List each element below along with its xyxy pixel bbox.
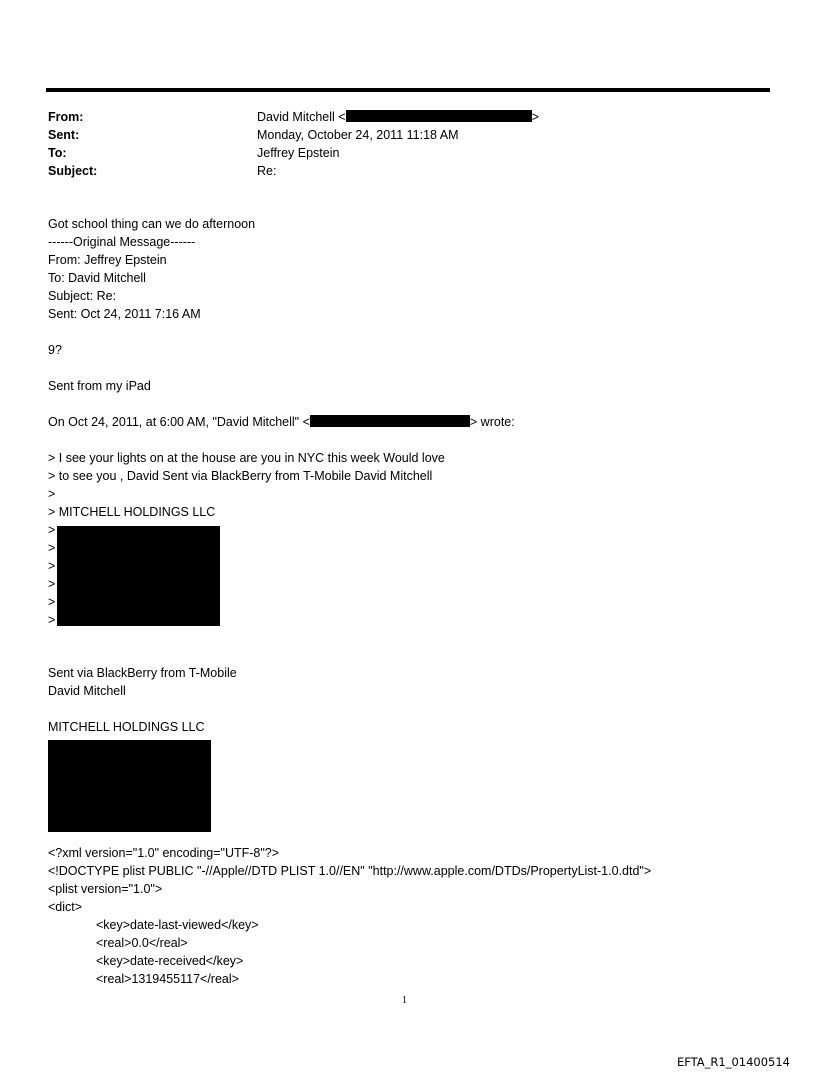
attribution-prefix: On Oct 24, 2011, at 6:00 AM, "David Mitchell" < [48,415,310,429]
nine-question: 9? [48,343,62,357]
plist-key-received: <key>date-received</key> [96,954,244,968]
original-subject: Subject: Re: [48,289,117,303]
quote-line-2: > to see you , David Sent via BlackBerry from T-Mobile David Mitchell [48,469,433,483]
quote-marker: > [48,613,56,627]
plist-doctype: <!DOCTYPE plist PUBLIC "-//Apple//DTD PLIST 1.0//EN" "http://www.apple.com/DTDs/PropertyList-1.0.dtd"> [48,864,652,878]
quote-marker: > [48,523,56,537]
redaction-block [57,526,220,626]
from-close: > [531,110,539,124]
subject-label: Subject: [48,164,98,178]
quote-line-1: > I see your lights on at the house are you in NYC this week Would love [48,451,445,465]
from-value [257,108,539,126]
to-value: Jeffrey Epstein [257,146,340,160]
plist-key-last-viewed: <key>date-last-viewed</key> [96,918,259,932]
sent-label: Sent: [48,128,80,142]
sent-from-ipad: Sent from my iPad [48,379,151,393]
redaction-block [310,415,470,427]
subject-value: Re: [257,164,277,178]
bates-number: EFTA_R1_01400514 [676,1055,790,1069]
original-to: To: David Mitchell [48,271,146,285]
attribution-suffix: > wrote: [469,415,515,429]
from-name: David Mitchell < [257,110,346,124]
page-number: 1 [402,995,407,1006]
redaction-block [346,110,532,122]
from-label: From: [48,110,84,124]
signature-name: David Mitchell [48,684,126,698]
original-from: From: Jeffrey Epstein [48,253,167,267]
quote-line-3: > [48,487,56,501]
blackberry-signature: Sent via BlackBerry from T-Mobile [48,666,237,680]
original-sent: Sent: Oct 24, 2011 7:16 AM [48,307,201,321]
signature-company: MITCHELL HOLDINGS LLC [48,720,205,734]
plist-open-tag: <plist version="1.0"> [48,882,163,896]
plist-real-last-viewed: <real>0.0</real> [96,936,188,950]
plist-dict-tag: <dict> [48,900,83,914]
original-message-divider: ------Original Message------ [48,235,196,249]
header-rule [46,88,770,92]
quote-marker: > [48,595,56,609]
plist-xml-declaration: <?xml version="1.0" encoding="UTF-8"?> [48,846,280,860]
redaction-block [48,740,211,832]
to-label: To: [48,146,67,160]
quote-marker: > [48,559,56,573]
sent-value: Monday, October 24, 2011 11:18 AM [257,128,459,142]
quote-marker: > [48,541,56,555]
quote-attribution [48,413,515,431]
quote-marker: > [48,577,56,591]
reply-text: Got school thing can we do afternoon [48,217,256,231]
quote-company: > MITCHELL HOLDINGS LLC [48,505,216,519]
plist-real-received: <real>1319455117</real> [96,972,239,986]
